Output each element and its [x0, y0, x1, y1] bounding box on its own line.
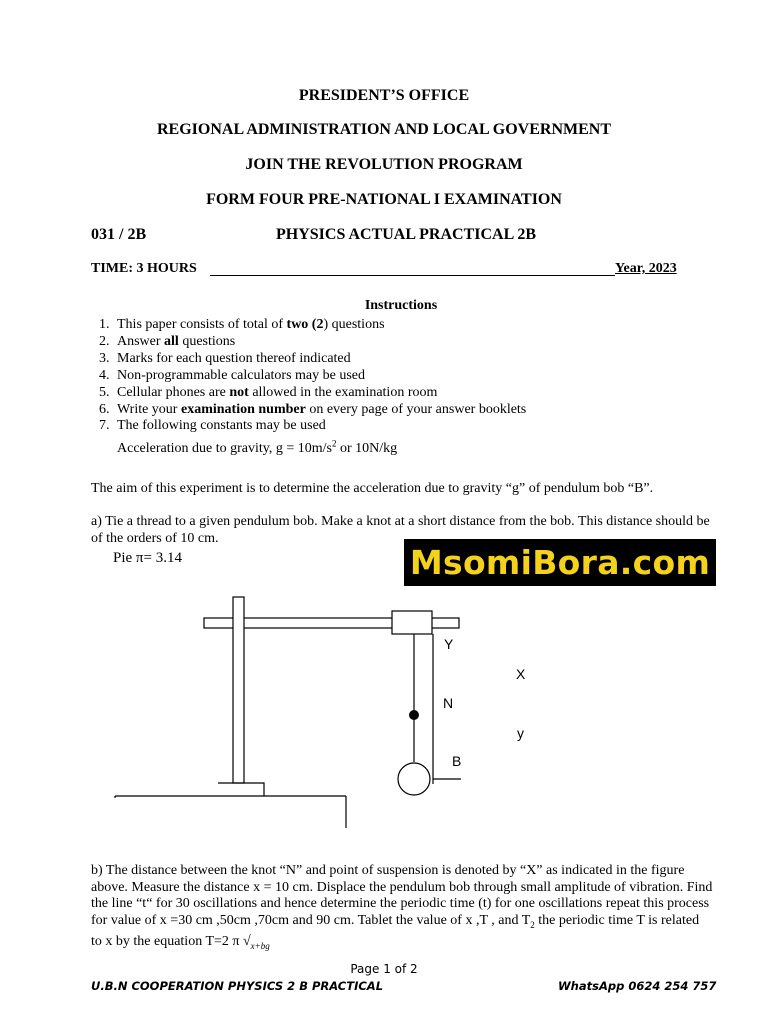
page-number: Page 1 of 2	[350, 962, 418, 976]
instruction-item: 1. This paper consists of total of two (2) questions	[113, 317, 526, 334]
header-office: PRESIDENT’S OFFICE	[298, 87, 470, 104]
instruction-item: 4. Non-programmable calculators may be used	[113, 368, 526, 385]
part-b-paragraph: b) The distance between the knot “N” and point of suspension is denoted by “X” as indicated in the figure above. Measure the distance x = 10 cm. Displace the pendulum bob through small amplitude of vibration. Find the line “t“ for 30 oscillations and hence determine the periodic time (t) for one oscillations repeat this process for value of x =30 cm ,50cm ,70cm and 90 cm. Tablet the value of x ,T , and $T_2$ the periodic time T is related to x by the equation T=2 π $√_{x+bg}$	[91, 863, 713, 951]
msomibora-logo: MsomiBora.com	[404, 539, 716, 586]
instruction-item: 7. The following constants may be used Acceleration due to gravity, $g = 10m/s^2$ or 10N/kg	[113, 418, 526, 457]
aim-paragraph: The aim of this experiment is to determine the acceleration due to gravity “g” of pendulum bob “B”.	[91, 481, 654, 496]
knot-point	[409, 710, 419, 720]
label-b: B	[452, 753, 462, 769]
exam-year: Year, 2023	[615, 261, 677, 276]
label-y-upper: Y	[444, 636, 454, 652]
instruction-item: 2. Answer all questions	[113, 334, 526, 351]
gravity-constant: Acceleration due to gravity, $g = 10m/s^2$ or 10N/kg	[117, 438, 398, 456]
pi-constant: Pie π= 3.14	[113, 550, 182, 566]
instructions-heading: Instructions	[364, 298, 438, 313]
stand-base	[218, 783, 264, 796]
clamp-block	[392, 611, 432, 634]
part-a-paragraph: a) Tie a thread to a given pendulum bob. Make a knot at a short distance from the bob. This distance should be of the orders of 10 cm.	[91, 514, 710, 546]
stand-pole	[233, 597, 244, 783]
header-regional: REGIONAL ADMINISTRATION AND LOCAL GOVERNMENT	[157, 121, 611, 138]
label-n: N	[443, 695, 454, 711]
label-x: X	[516, 666, 526, 682]
header-program: JOIN THE REVOLUTION PROGRAM	[245, 156, 523, 173]
instruction-item: 3. Marks for each question thereof indicated	[113, 351, 526, 368]
instruction-item: 6. Write your examination number on every page of your answer booklets	[113, 402, 526, 419]
footer-whatsapp: WhatsApp 0624 254 757	[558, 979, 717, 993]
pendulum-bob	[398, 763, 430, 795]
instruction-item: 5. Cellular phones are not allowed in the examination room	[113, 385, 526, 402]
time-allowed: TIME: 3 HOURS	[91, 261, 197, 276]
paper-title: PHYSICS ACTUAL PRACTICAL 2B	[276, 226, 537, 243]
footer-left: U.B.N COOPERATION PHYSICS 2 B PRACTICAL	[91, 979, 384, 993]
paper-code: 031 / 2B	[91, 226, 147, 243]
label-y-lower: y	[517, 725, 524, 741]
header-exam: FORM FOUR PRE-NATIONAL I EXAMINATION	[206, 191, 562, 208]
